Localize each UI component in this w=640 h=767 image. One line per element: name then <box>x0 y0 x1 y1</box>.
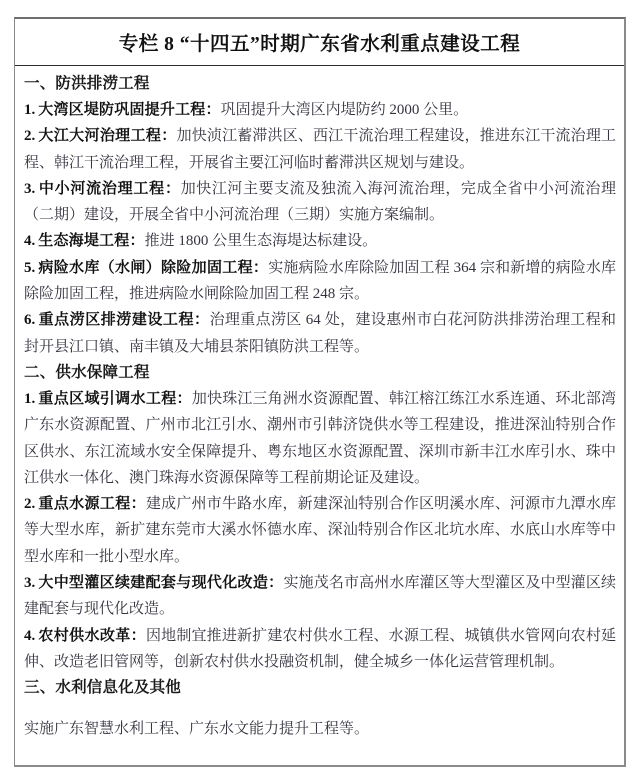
item-body: 实施茂名市高州水库灌区等大型灌区及中型灌区续建配套与现代化改造。 <box>24 575 616 618</box>
callout-body <box>15 66 624 765</box>
item-number: 2. <box>24 496 36 513</box>
item-body: 因地制宜推进新扩建农村供水工程、水源工程、城镇供水管网向农村延伸、改造老旧管网等，创新农村供水投融资机制，健全城乡一体化运营管理机制。 <box>24 627 616 670</box>
item-lead: 大湾区堤防巩固提升工程： <box>38 102 221 118</box>
item-lead: 病险水库（水闸）除险加固工程： <box>38 259 269 276</box>
callout-box <box>14 17 626 767</box>
item-lead: 重点区域引调水工程： <box>38 390 192 407</box>
item-body: 加快浈江蓄滞洪区、西江干流治理工程建设，推进东江干流治理工程、韩江干流治理工程，开展省主要江河临时蓄滞洪区规划与建设。 <box>24 128 616 171</box>
section-heading-3: 三、水利信息化及其他 <box>24 679 182 697</box>
item-number: 1. <box>24 390 36 407</box>
item-number: 1. <box>24 102 36 118</box>
list-item <box>24 386 616 491</box>
item-lead: 大江大河治理工程： <box>38 128 177 145</box>
item-body: 加快江河主要支流及独流入海河流治理，完成全省中小河流治理（二期）建设，开展全省中小河流治理（三期）实施方案编制。 <box>24 180 616 224</box>
item-lead: 农村供水改革： <box>38 627 146 644</box>
item-body: 建成广州市牛路水库，新建深汕特别合作区明溪水库、河源市九潭水库等大型水库，新扩建东莞市大溪水怀德水库、深汕特别合作区北坑水库、水底山水库等中型水库和一批小型水库。 <box>24 496 616 565</box>
section-paragraph: 实施广东智慧水利工程、广东水文能力提升工程等。 <box>24 721 370 738</box>
list-item <box>24 97 616 123</box>
item-body: 加快珠江三角洲水资源配置、韩江榕江练江水系连通、环北部湾广东水资源配置、广州市北江引水、潮州市引韩济饶供水等工程建设，推进深汕特别合作区供水、东江流域水安全保障提升、粤东地区水资源配置、深圳市新丰江水库引水、珠中江供水一体化、澳门珠海水资源保障等工程前期论证及建设。 <box>24 390 616 486</box>
list-item <box>24 623 616 676</box>
item-number: 3. <box>24 575 36 592</box>
item-number: 4. <box>24 233 36 250</box>
item-body: 治理重点涝区 64 处，建设惠州市白花河防洪排涝治理工程和封开县江口镇、南丰镇及大埔县茶阳镇防洪工程等。 <box>24 312 616 355</box>
item-body: 推进 1800 公里生态海堤达标建设。 <box>144 233 378 250</box>
page-title: 专栏 8 “十四五”时期广东省水利重点建设工程 <box>118 34 521 55</box>
list-item <box>24 491 616 570</box>
list-item <box>24 307 616 360</box>
list-item <box>24 228 616 254</box>
item-lead: 大中型灌区续建配套与现代化改造： <box>38 575 284 592</box>
item-lead: 重点水源工程： <box>38 496 146 513</box>
list-item <box>24 176 616 229</box>
item-number: 2. <box>24 128 36 145</box>
item-number: 5. <box>24 259 36 276</box>
list-item <box>24 255 616 308</box>
item-number: 4. <box>24 627 36 644</box>
item-lead: 中小河流治理工程： <box>38 180 181 197</box>
list-item <box>24 570 616 623</box>
item-lead: 生态海堤工程： <box>38 233 145 250</box>
item-number: 3. <box>24 180 36 197</box>
item-body: 巩固提升大湾区内堤防约 2000 公里。 <box>220 102 469 118</box>
callout-title-row <box>15 19 624 66</box>
section-heading-1: 一、防洪排涝工程 <box>24 75 150 92</box>
item-lead: 重点涝区排涝建设工程： <box>38 312 210 329</box>
item-number: 6. <box>24 312 36 329</box>
section-heading-2: 二、供水保障工程 <box>24 363 150 381</box>
list-item <box>24 123 616 176</box>
item-body: 实施病险水库除险加固工程 364 宗和新增的病险水库除险加固工程，推进病险水闸除险加固工程 248 宗。 <box>24 259 616 303</box>
